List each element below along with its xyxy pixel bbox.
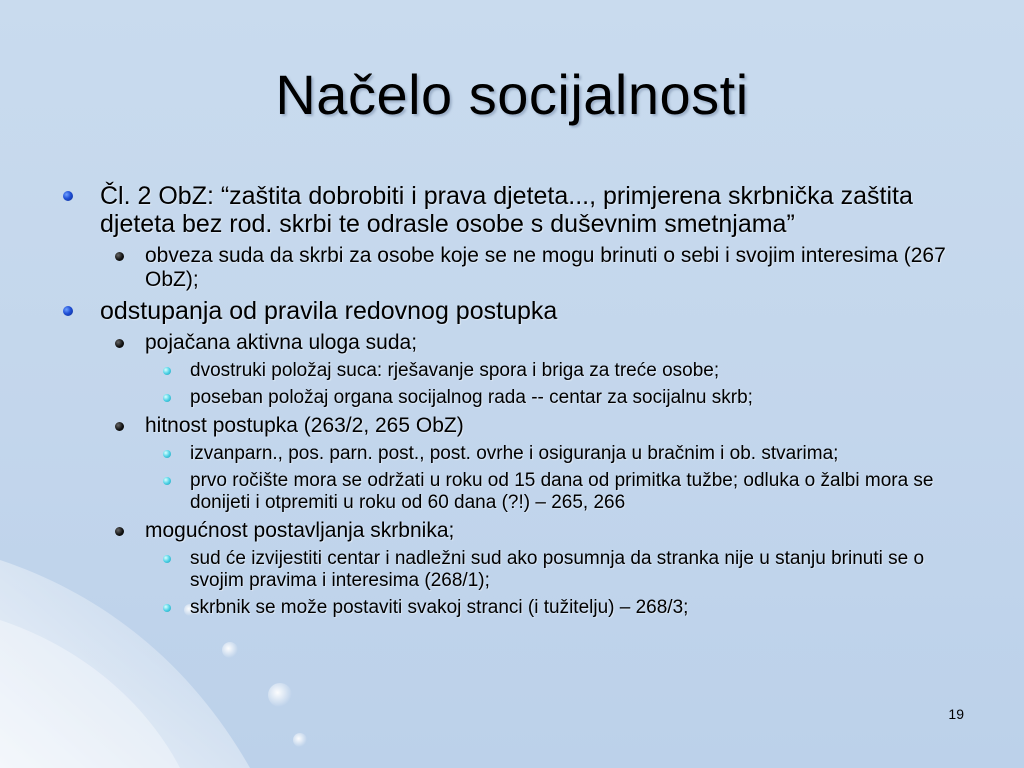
cyan-bullet-icon <box>163 450 171 458</box>
list-item <box>60 519 980 543</box>
list-item-text: obveza suda da skrbi za osobe koje se ne mogu brinuti o sebi i svojim interesima (267 ObZ); <box>145 244 946 291</box>
cyan-bullet-icon <box>163 367 171 375</box>
list-item-text: odstupanja od pravila redovnog postupka <box>100 297 558 325</box>
list-item-text: sud će izvijestiti centar i nadležni sud ako posumnja da stranka nije u stanju brinuti se o svojim pravima i interesima (268/1); <box>190 548 925 591</box>
list-item-text: pojačana aktivna uloga suda; <box>145 331 418 354</box>
blue-bullet-icon <box>63 191 73 201</box>
list-item <box>60 244 980 292</box>
list-item <box>60 387 980 409</box>
list-item <box>60 597 980 619</box>
list-item-text: Čl. 2 ObZ: “zaštita dobrobiti i prava djeteta..., primjerena skrbnička zaštita djeteta bez rod. skrbi te odrasle osobe s duševnim smetnjama” <box>100 182 913 238</box>
slide-title: Načelo socijalnosti <box>275 63 749 126</box>
blue-bullet-icon <box>63 306 73 316</box>
list-item-text: mogućnost postavljanja skrbnika; <box>145 519 455 542</box>
cyan-bullet-icon <box>163 555 171 563</box>
list-item <box>60 182 980 238</box>
list-item <box>60 360 980 382</box>
page-number: 19 <box>948 706 964 722</box>
cyan-bullet-icon <box>163 394 171 402</box>
list-item <box>60 297 980 325</box>
black-bullet-icon <box>115 339 124 348</box>
cyan-bullet-icon <box>163 477 171 485</box>
list-item <box>60 470 980 514</box>
list-item <box>60 414 980 438</box>
bullet-list <box>60 182 980 624</box>
cyan-bullet-icon <box>163 604 171 612</box>
list-item-text: hitnost postupka (263/2, 265 ObZ) <box>145 414 464 437</box>
list-item <box>60 443 980 465</box>
black-bullet-icon <box>115 422 124 431</box>
list-item <box>60 331 980 355</box>
list-item <box>60 548 980 592</box>
black-bullet-icon <box>115 252 124 261</box>
list-item-text: dvostruki položaj suca: rješavanje spora i briga za treće osobe; <box>190 360 720 381</box>
black-bullet-icon <box>115 527 124 536</box>
list-item-text: izvanparn., pos. parn. post., post. ovrhe i osiguranja u bračnim i ob. stvarima; <box>190 443 839 464</box>
list-item-text: prvo ročište mora se održati u roku od 15 dana od primitka tužbe; odluka o žalbi mora se donijeti i otpremiti u roku od 60 dana (?!) – 265, 266 <box>190 470 934 513</box>
list-item-text: poseban položaj organa socijalnog rada -- centar za socijalnu skrb; <box>190 387 753 408</box>
list-item-text: skrbnik se može postaviti svakoj stranci (i tužitelju) – 268/3; <box>190 597 689 618</box>
